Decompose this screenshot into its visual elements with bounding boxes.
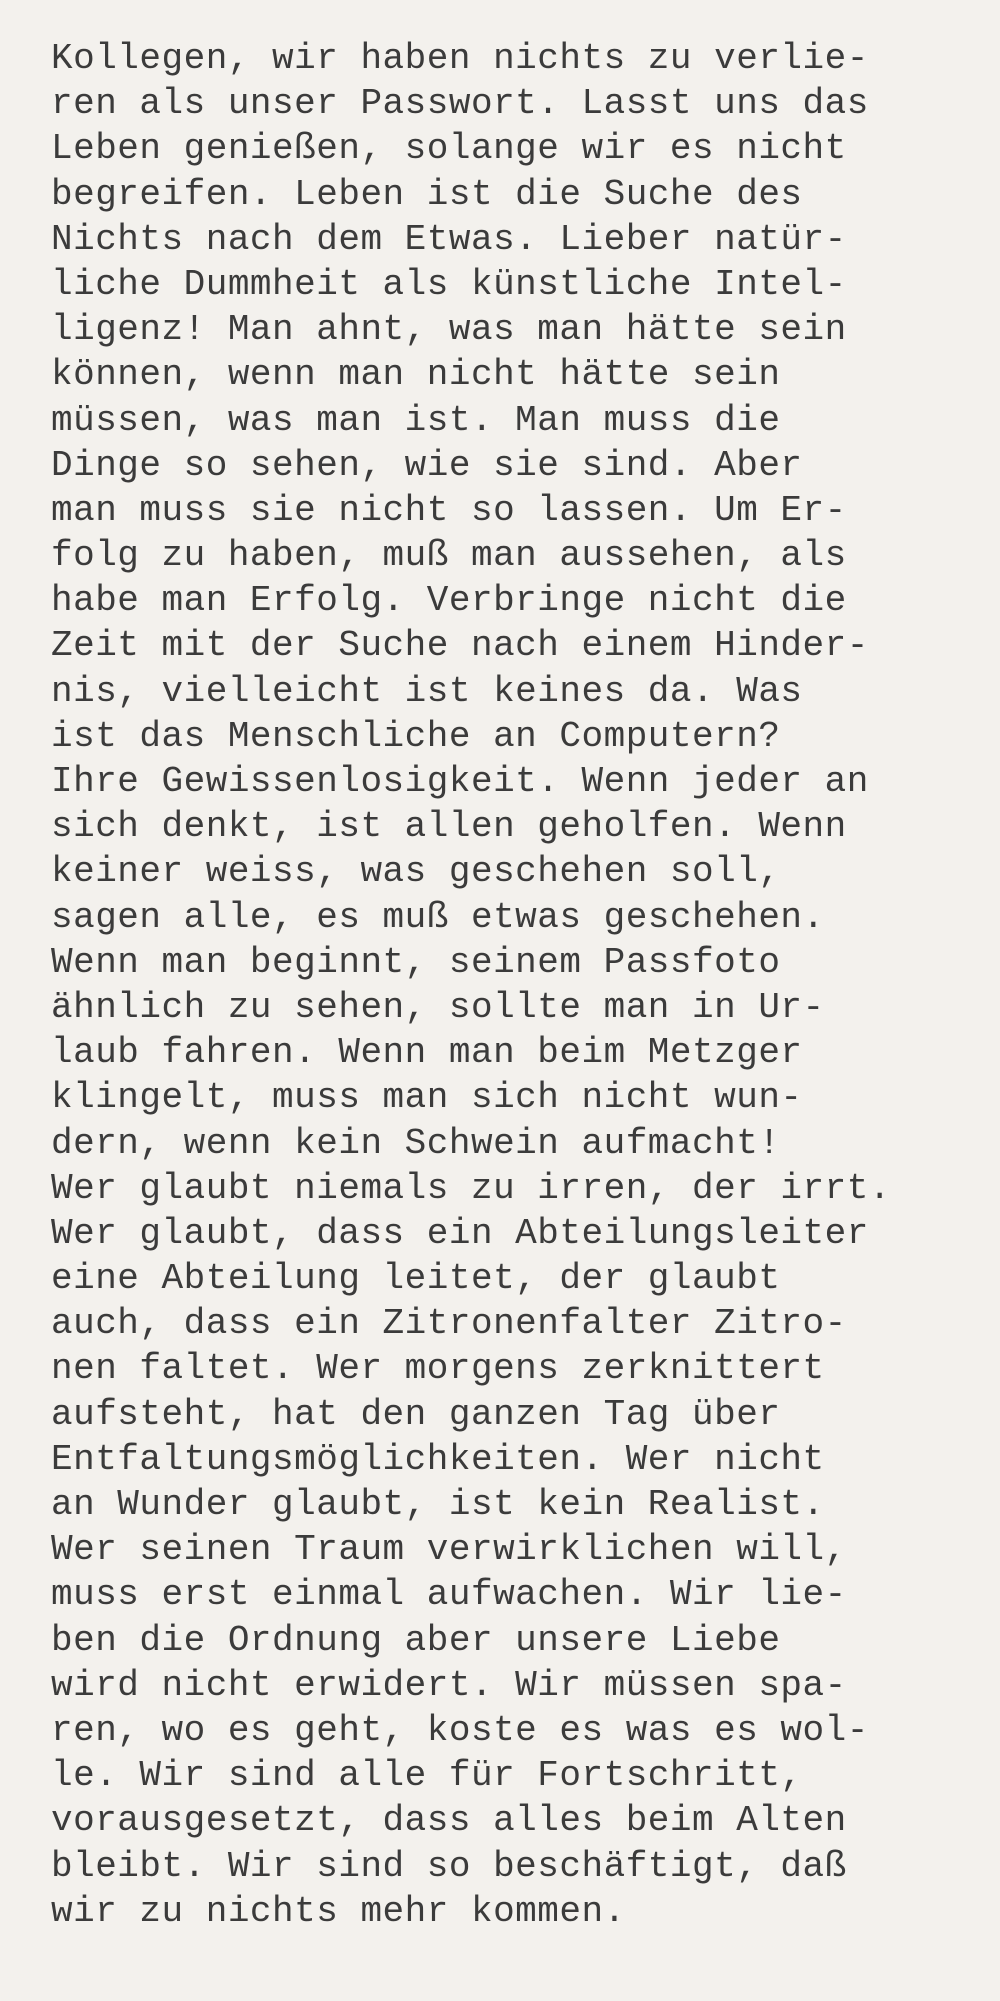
text-line: vorausgesetzt, dass alles beim Alten xyxy=(51,1800,847,1842)
text-line: Wenn man beginnt, seinem Passfoto xyxy=(51,941,781,983)
text-line: aufsteht, hat den ganzen Tag über xyxy=(51,1393,781,1435)
text-line: sagen alle, es muß etwas geschehen. xyxy=(51,896,825,938)
text-line: ben die Ordnung aber unsere Liebe xyxy=(51,1619,781,1661)
text-line: sich denkt, ist allen geholfen. Wenn xyxy=(51,806,847,848)
text-line: folg zu haben, muß man aussehen, als xyxy=(51,535,847,577)
text-line: auch, dass ein Zitronenfalter Zitro- xyxy=(51,1303,847,1345)
text-line: Dinge so sehen, wie sie sind. Aber xyxy=(51,444,803,486)
text-line: Wer glaubt niemals zu irren, der irrt. xyxy=(51,1167,891,1209)
text-line: Wer seinen Traum verwirklichen will, xyxy=(51,1529,847,1571)
text-line: Ihre Gewissenlosigkeit. Wenn jeder an xyxy=(51,761,869,802)
text-line: liche Dummheit als künstliche Intel- xyxy=(51,263,847,305)
text-line: le. Wir sind alle für Fortschritt, xyxy=(51,1755,803,1797)
text-line: nen faltet. Wer morgens zerknittert xyxy=(51,1348,825,1390)
text-line: dern, wenn kein Schwein aufmacht! xyxy=(51,1122,781,1164)
text-line: muss erst einmal aufwachen. Wir lie- xyxy=(51,1574,847,1616)
text-line: begreifen. Leben ist die Suche des xyxy=(51,173,803,215)
text-line: an Wunder glaubt, ist kein Realist. xyxy=(51,1484,825,1525)
text-line: nis, vielleicht ist keines da. Was xyxy=(51,670,803,712)
text-line: müssen, was man ist. Man muss die xyxy=(51,399,781,441)
text-line: ligenz! Man ahnt, was man hätte sein xyxy=(51,309,847,351)
text-line: klingelt, muss man sich nicht wun- xyxy=(51,1077,803,1119)
text-line: ähnlich zu sehen, sollte man in Ur- xyxy=(51,986,825,1028)
text-line: Zeit mit der Suche nach einem Hinder- xyxy=(51,625,869,667)
text-line: eine Abteilung leitet, der glaubt xyxy=(51,1258,781,1300)
text-line: können, wenn man nicht hätte sein xyxy=(51,354,781,396)
text-line: ren, wo es geht, koste es was es wol- xyxy=(51,1709,869,1751)
text-line: Entfaltungsmöglichkeiten. Wer nicht xyxy=(51,1438,825,1480)
text-line: ist das Menschliche an Computern? xyxy=(51,715,781,757)
text-line: keiner weiss, was geschehen soll, xyxy=(51,851,781,893)
text-line: man muss sie nicht so lassen. Um Er- xyxy=(51,489,847,531)
text-line: laub fahren. Wenn man beim Metzger xyxy=(51,1032,803,1074)
text-line: Leben genießen, solange wir es nicht xyxy=(51,128,847,170)
document-body xyxy=(51,36,971,1934)
text-line: bleibt. Wir sind so beschäftigt, daß xyxy=(51,1845,847,1887)
text-line: habe man Erfolg. Verbringe nicht die xyxy=(51,580,847,622)
text-line: Kollegen, wir haben nichts zu verlie- xyxy=(51,38,869,79)
text-line: wir zu nichts mehr kommen. xyxy=(51,1890,626,1932)
text-line: wird nicht erwidert. Wir müssen spa- xyxy=(51,1664,847,1706)
text-line: ren als unser Passwort. Lasst uns das xyxy=(51,83,869,125)
text-line: Nichts nach dem Etwas. Lieber natür- xyxy=(51,218,847,260)
text-line: Wer glaubt, dass ein Abteilungsleiter xyxy=(51,1212,869,1254)
